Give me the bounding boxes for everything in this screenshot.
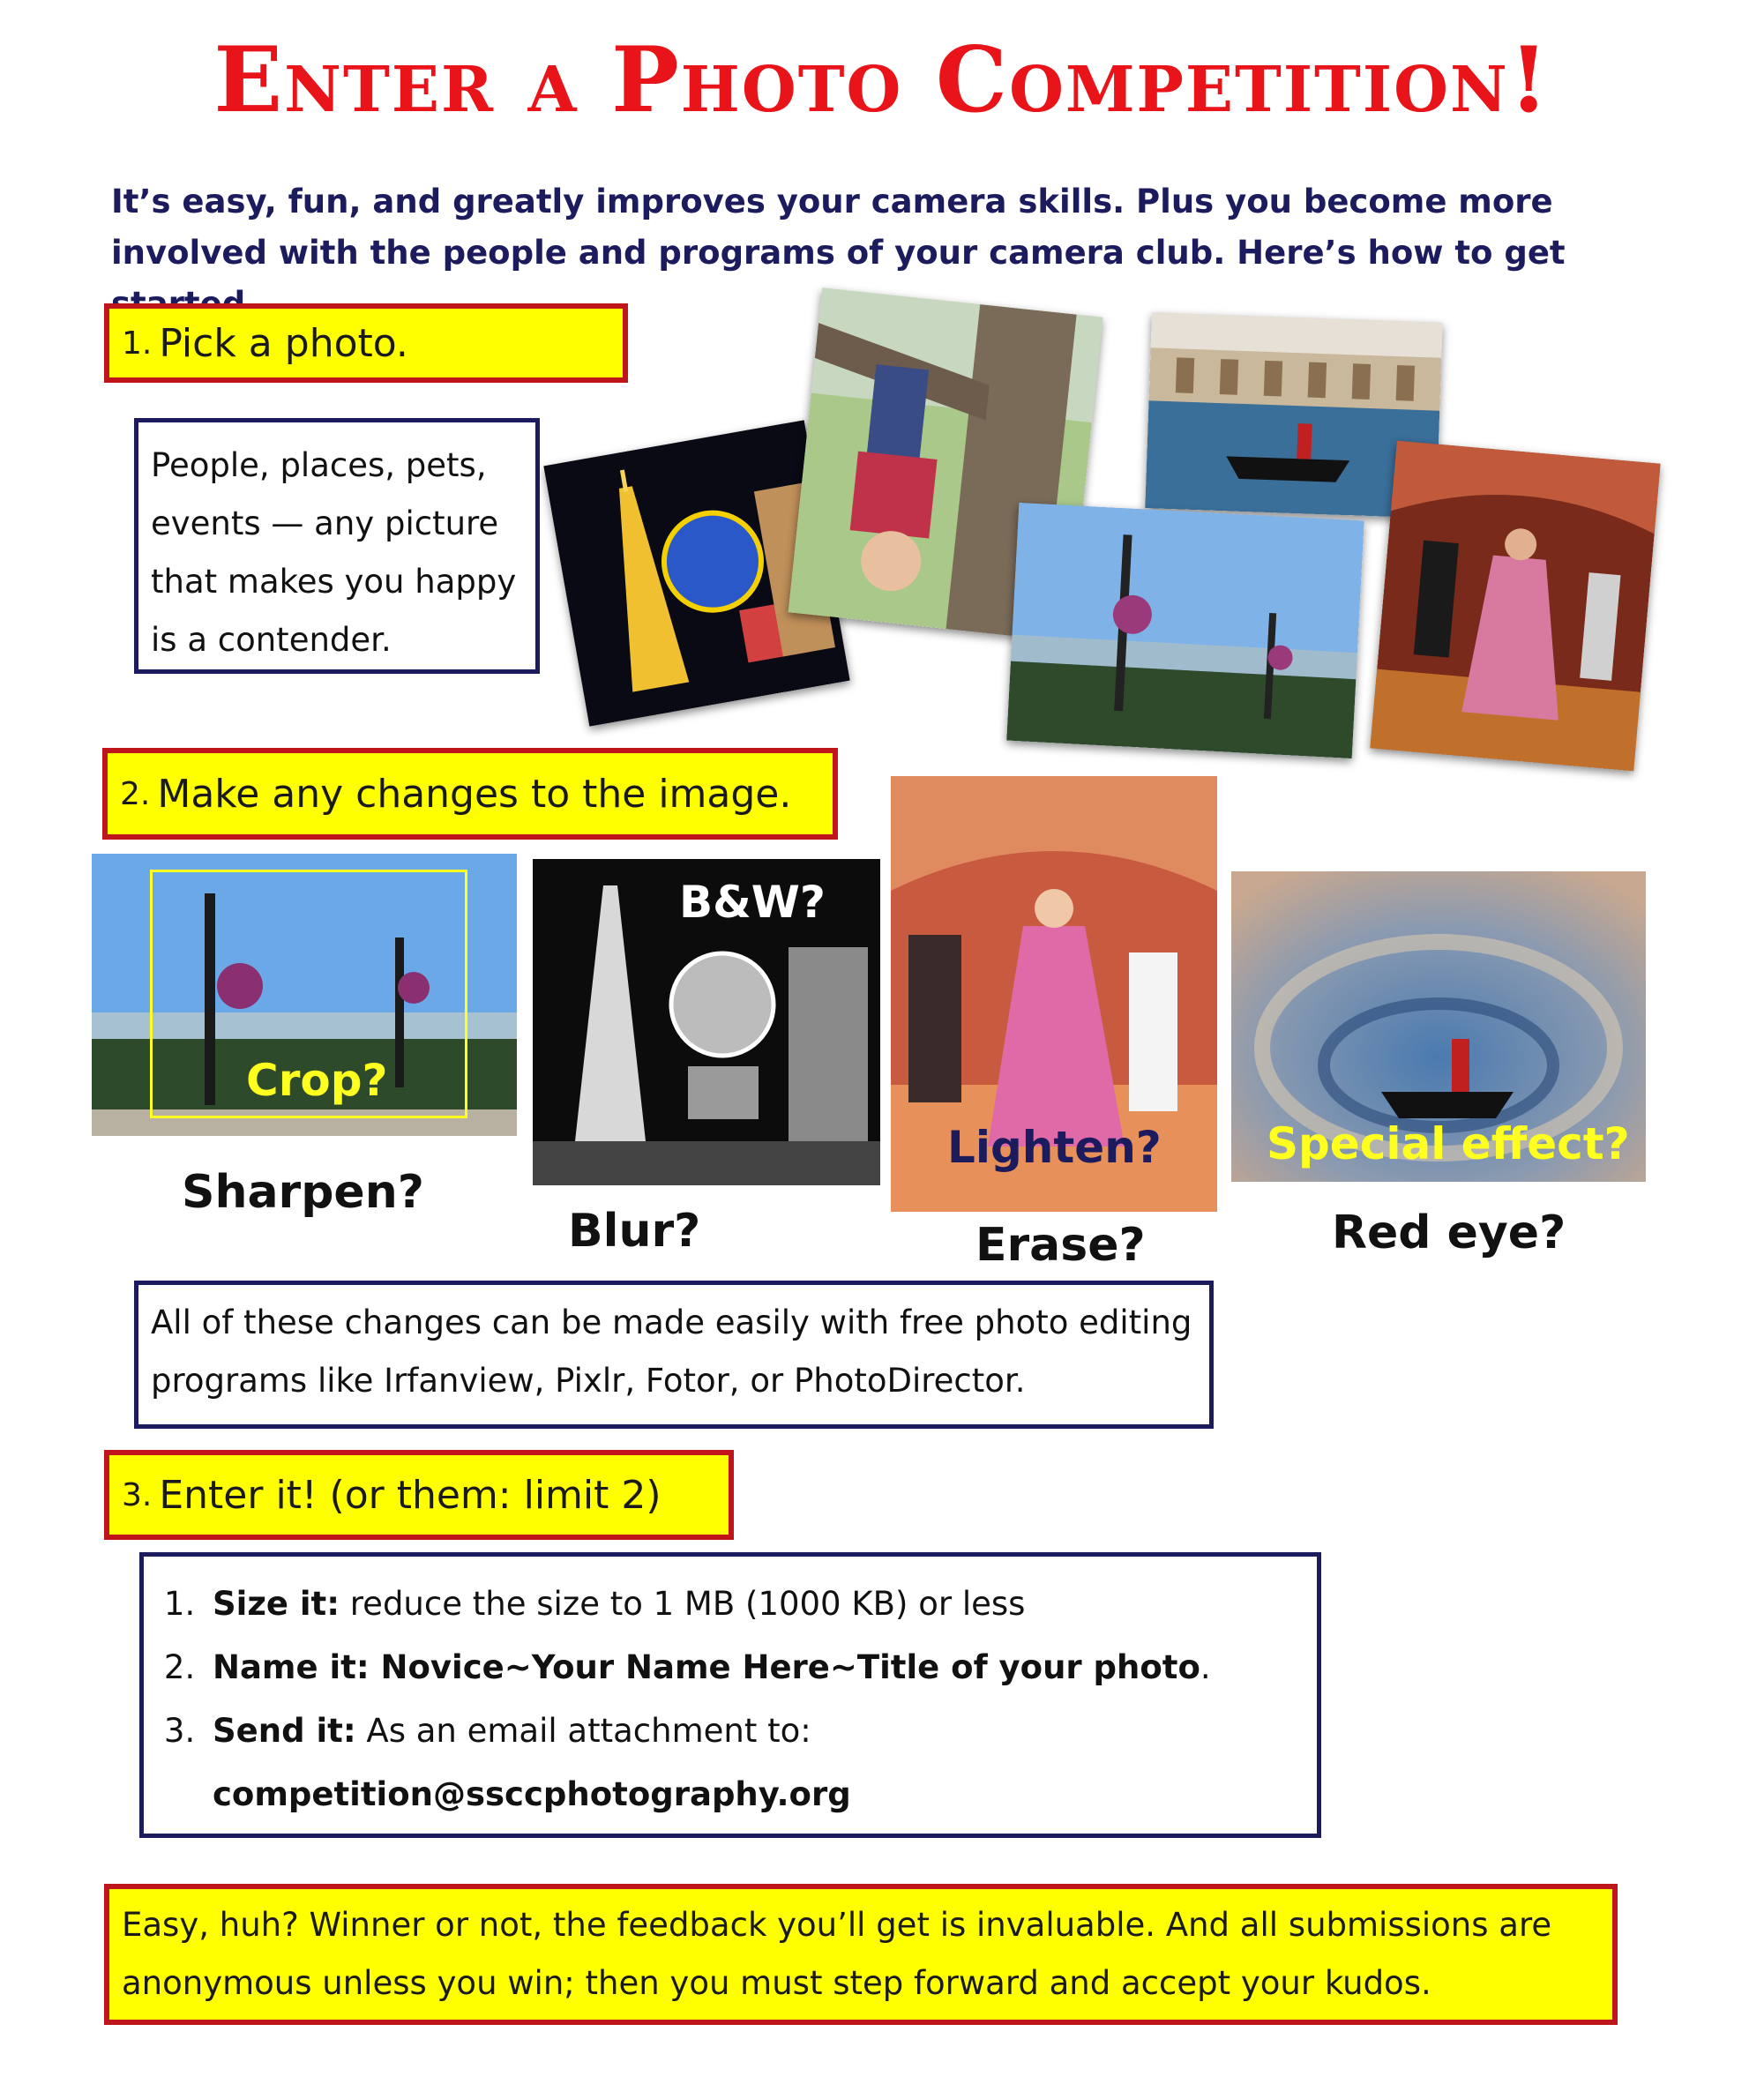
step-3-heading (104, 1450, 734, 1540)
step-2-note-box (134, 1281, 1214, 1429)
intro-text: It’s easy, fun, and greatly improves your camera skills. Plus you become more involved with the people and programs of your camera club. Here’s how to get (111, 183, 1566, 272)
page-title: Enter a Photo Competition! (213, 27, 1551, 133)
size-it-text: reduce the size to 1 MB (1000 KB) or less (340, 1585, 1026, 1623)
step-1-heading (104, 303, 628, 383)
step-1-description-box (134, 418, 540, 674)
send-it-bold: Send it: (213, 1712, 356, 1750)
step-3-number: 3. (122, 1476, 153, 1513)
step-2-label: Make any changes to the image. (157, 771, 792, 817)
step-1-description: People, places, pets, events — any picture that makes you happy is a contender. (151, 446, 517, 659)
caption-red-eye: Red eye? (1332, 1206, 1566, 1259)
name-it-text: . (1200, 1648, 1211, 1686)
step-2-note: All of these changes can be made easily with free photo editing programs like Irfanview, Pixlr, Fotor, or PhotoDirector. (151, 1303, 1192, 1400)
caption-sharpen: Sharpen? (182, 1166, 424, 1219)
step-3-label: Enter it! (or them: limit 2) (159, 1472, 662, 1518)
example-crop-image (92, 854, 517, 1136)
photo-flamenco-dancer (1370, 441, 1660, 772)
step-3-list (144, 1572, 1317, 1826)
overlay-bw: B&W? (679, 877, 826, 928)
list-item (206, 1572, 1317, 1636)
competition-email-link[interactable]: competition@ssccphotography.org (213, 1775, 851, 1813)
example-bw-image (533, 859, 880, 1185)
overlay-crop: Crop? (246, 1055, 388, 1106)
step-1-number: 1. (122, 325, 153, 362)
step-1-label: Pick a photo. (159, 320, 408, 366)
closing-text: Easy, huh? Winner or not, the feedback you’ll get is invaluable. And all submissions are anonymous unless you win; then you must step forward and accept your kudos. (122, 1906, 1552, 2002)
photo-waterfront-lamps (1006, 503, 1364, 758)
closing-box (104, 1884, 1618, 2025)
example-lighten-image (891, 776, 1217, 1212)
name-it-bold: Name it: Novice~Your Name Here~Title of your photo (213, 1648, 1200, 1686)
step-3-instructions-box (139, 1552, 1321, 1838)
example-special-effect-image (1231, 871, 1646, 1182)
overlay-special-effect: Special effect? (1267, 1118, 1630, 1169)
list-item (206, 1636, 1317, 1699)
overlay-lighten: Lighten? (947, 1122, 1162, 1173)
send-it-text: As an email attachment to: (355, 1712, 811, 1750)
size-it-bold: Size it: (213, 1585, 340, 1623)
list-item (206, 1699, 1317, 1826)
step-2-heading (102, 748, 838, 840)
caption-erase: Erase? (975, 1219, 1146, 1272)
step-2-number: 2. (120, 775, 151, 812)
caption-blur: Blur? (568, 1205, 701, 1258)
